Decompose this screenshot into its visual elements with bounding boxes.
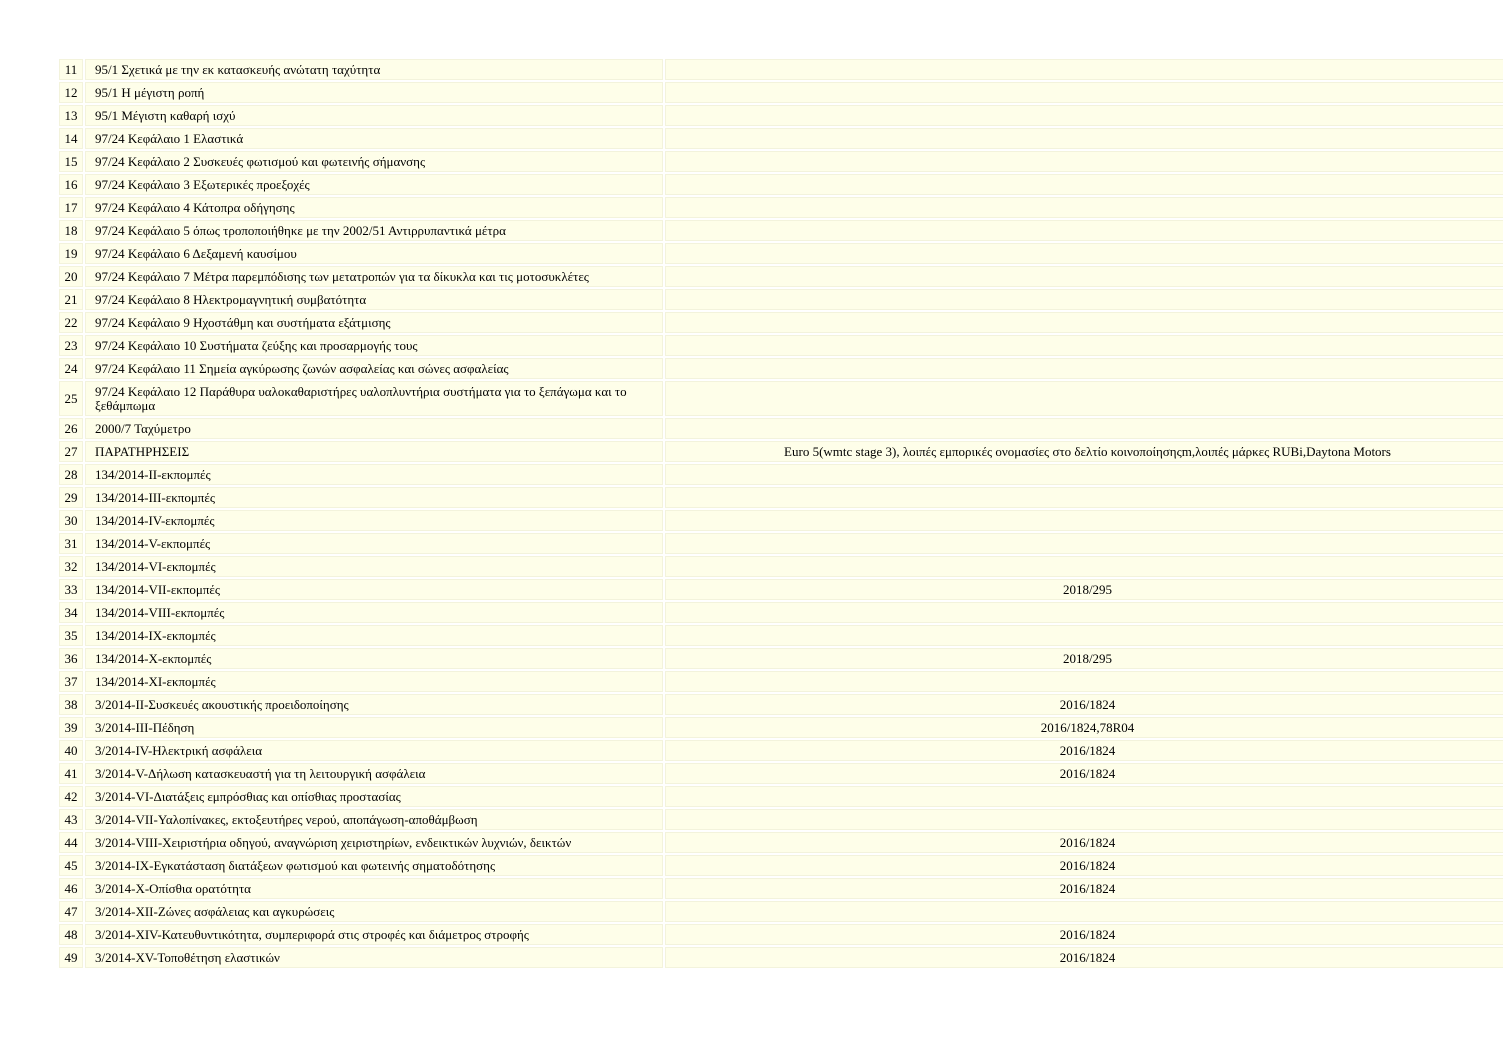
- item-description: 134/2014-IV-εκπομπές: [85, 510, 663, 531]
- row-number: 46: [59, 878, 83, 899]
- row-number: 17: [59, 197, 83, 218]
- item-description: 3/2014-X-Οπίσθια ορατότητα: [85, 878, 663, 899]
- table-row: [59, 289, 1503, 310]
- table-row: [59, 358, 1503, 379]
- item-value: [665, 266, 1503, 287]
- item-description: 2000/7 Ταχύμετρο: [85, 418, 663, 439]
- row-number: 49: [59, 947, 83, 968]
- item-value: [665, 312, 1503, 333]
- table-row: [59, 418, 1503, 439]
- table-row: [59, 832, 1503, 853]
- item-value: [665, 151, 1503, 172]
- item-value: 2016/1824: [665, 694, 1503, 715]
- row-number: 30: [59, 510, 83, 531]
- row-number: 37: [59, 671, 83, 692]
- row-number: 20: [59, 266, 83, 287]
- row-number: 47: [59, 901, 83, 922]
- table-row: [59, 105, 1503, 126]
- row-number: 13: [59, 105, 83, 126]
- row-number: 35: [59, 625, 83, 646]
- item-value: [665, 381, 1503, 416]
- item-value: [665, 809, 1503, 830]
- row-number: 34: [59, 602, 83, 623]
- item-description: 97/24 Κεφάλαιο 3 Εξωτερικές προεξοχές: [85, 174, 663, 195]
- table-row: [59, 740, 1503, 761]
- row-number: 11: [59, 59, 83, 80]
- item-value: [665, 487, 1503, 508]
- item-description: 134/2014-VII-εκπομπές: [85, 579, 663, 600]
- row-number: 19: [59, 243, 83, 264]
- item-description: 3/2014-V-Δήλωση κατασκευαστή για τη λειτουργική ασφάλεια: [85, 763, 663, 784]
- item-description: 134/2014-IX-εκπομπές: [85, 625, 663, 646]
- row-number: 31: [59, 533, 83, 554]
- item-value: [665, 602, 1503, 623]
- row-number: 18: [59, 220, 83, 241]
- item-description: 3/2014-XII-Ζώνες ασφάλειας και αγκυρώσεις: [85, 901, 663, 922]
- item-description: 97/24 Κεφάλαιο 11 Σημεία αγκύρωσης ζωνών ασφαλείας και σώνες ασφαλείας: [85, 358, 663, 379]
- table-row: [59, 602, 1503, 623]
- item-value: Euro 5(wmtc stage 3), λοιπές εμπορικές ονομασίες στο δελτίο κοινοποίησηςm,λοιπές μάρκες RUBi,Daytona Motors: [665, 441, 1503, 462]
- item-value: [665, 220, 1503, 241]
- item-description: 97/24 Κεφάλαιο 6 Δεξαμενή καυσίμου: [85, 243, 663, 264]
- item-description: 3/2014-III-Πέδηση: [85, 717, 663, 738]
- table-row: [59, 717, 1503, 738]
- item-value: [665, 533, 1503, 554]
- item-value: 2018/295: [665, 648, 1503, 669]
- table-row: [59, 809, 1503, 830]
- row-number: 16: [59, 174, 83, 195]
- item-value: [665, 358, 1503, 379]
- item-value: [665, 786, 1503, 807]
- table-row: [59, 533, 1503, 554]
- item-value: 2016/1824: [665, 924, 1503, 945]
- item-description: 97/24 Κεφάλαιο 8 Ηλεκτρομαγνητική συμβατότητα: [85, 289, 663, 310]
- row-number: 21: [59, 289, 83, 310]
- row-number: 29: [59, 487, 83, 508]
- item-description: 97/24 Κεφάλαιο 5 όπως τροποποιήθηκε με την 2002/51 Αντιρρυπαντικά μέτρα: [85, 220, 663, 241]
- row-number: 39: [59, 717, 83, 738]
- row-number: 43: [59, 809, 83, 830]
- item-value: [665, 671, 1503, 692]
- table-row: [59, 151, 1503, 172]
- item-description: 3/2014-IV-Ηλεκτρική ασφάλεια: [85, 740, 663, 761]
- table-row: [59, 59, 1503, 80]
- item-value: [665, 128, 1503, 149]
- item-value: 2016/1824: [665, 947, 1503, 968]
- item-description: 3/2014-XV-Τοποθέτηση ελαστικών: [85, 947, 663, 968]
- table-row: [59, 312, 1503, 333]
- item-description: 3/2014-IX-Εγκατάσταση διατάξεων φωτισμού και φωτεινής σηματοδότησης: [85, 855, 663, 876]
- item-description: 95/1 Μέγιστη καθαρή ισχύ: [85, 105, 663, 126]
- table-row: [59, 82, 1503, 103]
- table-row: [59, 464, 1503, 485]
- row-number: 44: [59, 832, 83, 853]
- row-number: 45: [59, 855, 83, 876]
- table-row: [59, 510, 1503, 531]
- table-row: [59, 901, 1503, 922]
- item-value: [665, 556, 1503, 577]
- table-row: [59, 763, 1503, 784]
- row-number: 27: [59, 441, 83, 462]
- item-value: 2018/295: [665, 579, 1503, 600]
- table-body: [59, 59, 1503, 968]
- row-number: 36: [59, 648, 83, 669]
- table-row: [59, 220, 1503, 241]
- table-row: [59, 786, 1503, 807]
- item-value: 2016/1824: [665, 740, 1503, 761]
- row-number: 15: [59, 151, 83, 172]
- table-row: [59, 556, 1503, 577]
- item-value: 2016/1824,78R04: [665, 717, 1503, 738]
- item-value: 2016/1824: [665, 832, 1503, 853]
- item-value: [665, 289, 1503, 310]
- item-value: [665, 510, 1503, 531]
- item-value: 2016/1824: [665, 855, 1503, 876]
- table-row: [59, 671, 1503, 692]
- item-value: [665, 197, 1503, 218]
- item-description: 3/2014-II-Συσκευές ακουστικής προειδοποίησης: [85, 694, 663, 715]
- row-number: 42: [59, 786, 83, 807]
- table-row: [59, 174, 1503, 195]
- item-description: 3/2014-VIII-Χειριστήρια οδηγού, αναγνώριση χειριστηρίων, ενδεικτικών λυχνιών, δεικτών: [85, 832, 663, 853]
- table-row: [59, 924, 1503, 945]
- item-description: 97/24 Κεφάλαιο 1 Ελαστικά: [85, 128, 663, 149]
- item-value: [665, 901, 1503, 922]
- table-row: [59, 243, 1503, 264]
- item-description: 134/2014-V-εκπομπές: [85, 533, 663, 554]
- item-description: 3/2014-VII-Υαλοπίνακες, εκτοξευτήρες νερού, αποπάγωση-αποθάμβωση: [85, 809, 663, 830]
- item-description: 97/24 Κεφάλαιο 10 Συστήματα ζεύξης και προσαρμογής τους: [85, 335, 663, 356]
- item-description: 134/2014-VI-εκπομπές: [85, 556, 663, 577]
- item-value: 2016/1824: [665, 763, 1503, 784]
- table-row: [59, 197, 1503, 218]
- table-row: [59, 441, 1503, 462]
- specification-table: [57, 57, 1503, 970]
- item-description: 3/2014-VI-Διατάξεις εμπρόσθιας και οπίσθιας προστασίας: [85, 786, 663, 807]
- row-number: 24: [59, 358, 83, 379]
- row-number: 33: [59, 579, 83, 600]
- item-value: [665, 59, 1503, 80]
- item-description: 97/24 Κεφάλαιο 9 Ηχοστάθμη και συστήματα εξάτμισης: [85, 312, 663, 333]
- item-value: [665, 418, 1503, 439]
- item-description: 95/1 Η μέγιστη ροπή: [85, 82, 663, 103]
- item-description: 97/24 Κεφάλαιο 2 Συσκευές φωτισμού και φωτεινής σήμανσης: [85, 151, 663, 172]
- item-description: 134/2014-VIII-εκπομπές: [85, 602, 663, 623]
- table-row: [59, 855, 1503, 876]
- item-description: 97/24 Κεφάλαιο 7 Μέτρα παρεμπόδισης των μετατροπών για τα δίκυκλα και τις μοτοσυκλέτες: [85, 266, 663, 287]
- row-number: 22: [59, 312, 83, 333]
- item-value: [665, 625, 1503, 646]
- row-number: 48: [59, 924, 83, 945]
- item-value: [665, 82, 1503, 103]
- table-row: [59, 266, 1503, 287]
- row-number: 40: [59, 740, 83, 761]
- table-row: [59, 579, 1503, 600]
- table-row: [59, 128, 1503, 149]
- item-description: 97/24 Κεφάλαιο 4 Κάτοπρα οδήγησης: [85, 197, 663, 218]
- table-row: [59, 648, 1503, 669]
- row-number: 12: [59, 82, 83, 103]
- item-description: 3/2014-XIV-Κατευθυντικότητα, συμπεριφορά στις στροφές και διάμετρος στροφής: [85, 924, 663, 945]
- item-description: 95/1 Σχετικά με την εκ κατασκευής ανώτατη ταχύτητα: [85, 59, 663, 80]
- table-row: [59, 381, 1503, 416]
- item-value: 2016/1824: [665, 878, 1503, 899]
- row-number: 32: [59, 556, 83, 577]
- table-row: [59, 625, 1503, 646]
- item-value: [665, 105, 1503, 126]
- item-description: 134/2014-X-εκπομπές: [85, 648, 663, 669]
- row-number: 28: [59, 464, 83, 485]
- table-row: [59, 947, 1503, 968]
- table-row: [59, 335, 1503, 356]
- item-value: [665, 174, 1503, 195]
- item-value: [665, 243, 1503, 264]
- item-description: 134/2014-XI-εκπομπές: [85, 671, 663, 692]
- item-value: [665, 335, 1503, 356]
- row-number: 26: [59, 418, 83, 439]
- row-number: 41: [59, 763, 83, 784]
- row-number: 14: [59, 128, 83, 149]
- row-number: 25: [59, 381, 83, 416]
- table-row: [59, 878, 1503, 899]
- row-number: 23: [59, 335, 83, 356]
- item-description: 97/24 Κεφάλαιο 12 Παράθυρα υαλοκαθαριστήρες υαλοπλυντήρια συστήματα για το ξεπάγωμα και το ξεθάμπωμα: [85, 381, 663, 416]
- table-row: [59, 487, 1503, 508]
- item-description: 134/2014-III-εκπομπές: [85, 487, 663, 508]
- item-description: ΠΑΡΑΤΗΡΗΣΕΙΣ: [85, 441, 663, 462]
- row-number: 38: [59, 694, 83, 715]
- item-description: 134/2014-II-εκπομπές: [85, 464, 663, 485]
- table-row: [59, 694, 1503, 715]
- item-value: [665, 464, 1503, 485]
